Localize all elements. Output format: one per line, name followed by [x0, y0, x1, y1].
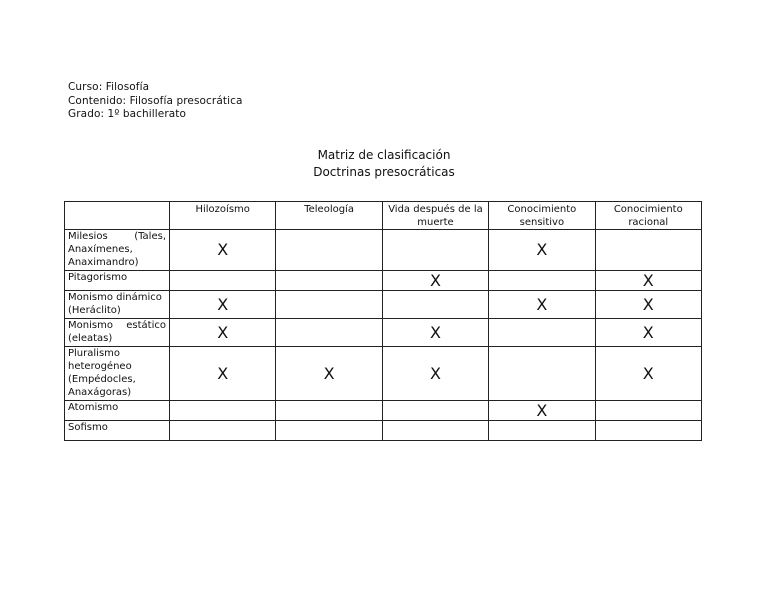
table-cell [276, 291, 382, 319]
row-label: Monismo estático (eleatas) [65, 319, 170, 347]
table-cell: X [276, 347, 382, 401]
table-cell [276, 319, 382, 347]
document-title [0, 147, 768, 181]
table-row [65, 291, 702, 319]
column-header-vida-despues: Vida después de la muerte [382, 202, 488, 230]
table-cell: X [489, 230, 595, 271]
table-cell [595, 421, 701, 441]
table-cell: X [170, 230, 276, 271]
grade-line: Grado: 1º bachillerato [68, 108, 187, 120]
table-cell [170, 271, 276, 291]
header-row [65, 202, 702, 230]
table-cell [489, 271, 595, 291]
table-cell [595, 401, 701, 421]
table-cell: X [595, 271, 701, 291]
table-cell [382, 291, 488, 319]
content-line: Contenido: Filosofía presocrática [68, 94, 243, 107]
table-row [65, 230, 702, 271]
table-cell [170, 421, 276, 441]
row-label: Pitagorismo [65, 271, 170, 291]
column-header-hilozoismo: Hilozoísmo [170, 202, 276, 230]
classification-matrix [64, 201, 702, 441]
table-row [65, 421, 702, 441]
course-line: Curso: Filosofía [68, 81, 150, 93]
table-row [65, 271, 702, 291]
table-cell [382, 230, 488, 271]
table-cell [276, 230, 382, 271]
table-cell [382, 401, 488, 421]
table-cell: X [382, 271, 488, 291]
table-cell: X [489, 291, 595, 319]
table-row [65, 319, 702, 347]
table-cell [489, 347, 595, 401]
row-label: Pluralismo heterogéneo (Empédocles, Anaxágoras) [65, 347, 170, 401]
table-row [65, 347, 702, 401]
row-label: Monismo dinámico (Heráclito) [65, 291, 170, 319]
table-cell [276, 271, 382, 291]
table-cell: X [595, 347, 701, 401]
row-label: Milesios (Tales, Anaxímenes, Anaximandro) [65, 230, 170, 271]
column-header-conocimiento-sensitivo: Conocimiento sensitivo [489, 202, 595, 230]
table-cell: X [489, 401, 595, 421]
table-row [65, 401, 702, 421]
table-cell: X [170, 347, 276, 401]
row-label: Sofismo [65, 421, 170, 441]
table-cell [489, 421, 595, 441]
document-header [68, 81, 243, 122]
table-cell: X [170, 319, 276, 347]
column-header-teleologia: Teleología [276, 202, 382, 230]
column-header-blank [65, 202, 170, 230]
row-label: Atomismo [65, 401, 170, 421]
title-line-1: Matriz de clasificación [317, 148, 451, 162]
table-cell: X [595, 291, 701, 319]
table-cell [276, 401, 382, 421]
title-line-2: Doctrinas presocráticas [313, 165, 455, 179]
table-cell: X [382, 347, 488, 401]
table-cell: X [595, 319, 701, 347]
column-header-conocimiento-racional: Conocimiento racional [595, 202, 701, 230]
table-cell [276, 421, 382, 441]
table-cell [170, 401, 276, 421]
table-cell [595, 230, 701, 271]
table-cell [489, 319, 595, 347]
table-cell: X [170, 291, 276, 319]
table-cell [382, 421, 488, 441]
table-cell: X [382, 319, 488, 347]
